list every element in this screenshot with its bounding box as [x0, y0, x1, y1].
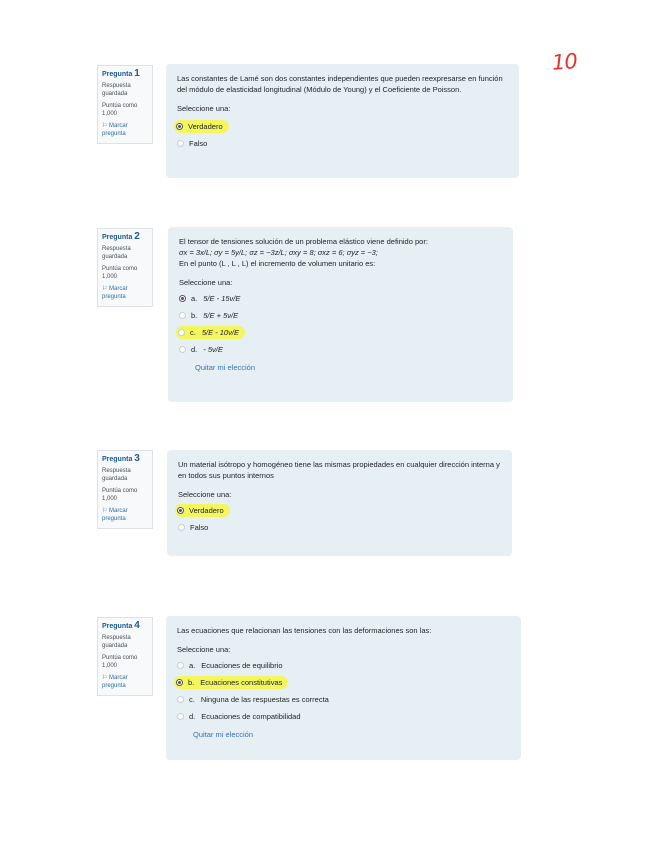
- question-info: [97, 65, 153, 144]
- question-grade: Puntúa como 1,000: [102, 103, 138, 117]
- answer-prompt: Seleccione una:: [178, 490, 232, 499]
- option-label: - 5ν/E: [203, 345, 223, 354]
- question-label: Pregunta: [102, 623, 133, 630]
- question-content: [168, 227, 513, 402]
- question-content: [166, 64, 519, 178]
- question-content: [166, 616, 521, 760]
- clear-choice-link[interactable]: Quitar mi elección: [193, 730, 254, 739]
- option-label: Falso: [189, 139, 208, 148]
- question-label: Pregunta: [102, 456, 133, 463]
- question-text: El tensor de tensiones solución de un problema elástico viene definido por:: [179, 237, 428, 246]
- answer-option-c[interactable]: [177, 691, 510, 708]
- flag-question-link[interactable]: ⚐ Marcar pregunta: [102, 123, 128, 137]
- radio-button[interactable]: [176, 123, 183, 130]
- option-label: 5/E - 15ν/E: [203, 294, 241, 303]
- question-number: 3: [134, 453, 140, 464]
- option-letter: c.: [189, 695, 195, 704]
- radio-button[interactable]: [177, 507, 184, 514]
- question-number: 4: [134, 620, 140, 631]
- option-letter: d.: [191, 345, 198, 354]
- option-label: Ecuaciones de equilibrio: [201, 661, 283, 670]
- question-grade: Puntúa como 1,000: [102, 266, 138, 280]
- answer-option-b[interactable]: [177, 674, 510, 691]
- question-grade: Puntúa como 1,000: [102, 655, 138, 669]
- answer-prompt: Seleccione una:: [177, 104, 231, 113]
- answer-prompt: Seleccione una:: [179, 278, 233, 287]
- answer-option-d[interactable]: [179, 341, 502, 358]
- radio-button[interactable]: [178, 329, 185, 336]
- radio-button[interactable]: [177, 140, 184, 147]
- radio-button[interactable]: [179, 295, 186, 302]
- option-letter: d.: [189, 712, 196, 721]
- option-label: Verdadero: [189, 506, 224, 515]
- option-letter: b.: [188, 678, 195, 687]
- radio-button[interactable]: [177, 713, 184, 720]
- question-text: Un material isótropo y homogéneo tiene las mismas propiedades en cualquier dirección interna y en todos sus puntos internos: [178, 460, 500, 480]
- flag-icon: ⚐: [102, 286, 110, 292]
- option-letter: b.: [191, 311, 198, 320]
- flag-icon: ⚐: [102, 123, 110, 129]
- question-number: 1: [134, 68, 140, 79]
- answer-option-false[interactable]: [177, 135, 508, 152]
- flag-icon: ⚐: [102, 675, 110, 681]
- option-label: Ecuaciones constitutivas: [200, 678, 283, 687]
- radio-button[interactable]: [179, 312, 186, 319]
- question-info: [97, 228, 153, 307]
- answer-option-b[interactable]: [179, 307, 502, 324]
- question-state: Respuesta guardada: [102, 83, 131, 97]
- question-state: Respuesta guardada: [102, 246, 131, 260]
- radio-button[interactable]: [178, 524, 185, 531]
- option-label: Falso: [190, 523, 209, 532]
- option-label: Ecuaciones de compatibilidad: [201, 712, 301, 721]
- option-label: Ninguna de las respuestas es correcta: [200, 695, 329, 704]
- answer-option-a[interactable]: [179, 290, 502, 307]
- answer-option-true[interactable]: [178, 502, 501, 519]
- answer-option-c[interactable]: [179, 324, 502, 341]
- radio-button[interactable]: [176, 679, 183, 686]
- flag-question-link[interactable]: ⚐ Marcar pregunta: [102, 286, 128, 300]
- answer-prompt: Seleccione una:: [177, 645, 231, 654]
- question-label: Pregunta: [102, 71, 133, 78]
- question-text-2: En el punto (L , L , L) el incremento de volumen unitario es:: [179, 259, 376, 268]
- answer-option-true[interactable]: [177, 118, 508, 135]
- flag-question-link[interactable]: ⚐ Marcar pregunta: [102, 508, 128, 522]
- question-text: Las constantes de Lamé son dos constantes independientes que pueden reexpresarse en función del módulo de elasticidad longitudinal (Módulo de Young) y el Coeficiente de Poisson.: [177, 74, 503, 94]
- stress-tensor-equation: σx = 3x/L; σy = 5y/L; σz = −3z/L; σxy = 8; σxz = 6; σyz = −3;: [179, 248, 378, 257]
- question-grade: Puntúa como 1,000: [102, 488, 138, 502]
- flag-icon: ⚐: [102, 508, 110, 514]
- radio-button[interactable]: [177, 696, 184, 703]
- option-letter: a.: [191, 294, 198, 303]
- question-label: Pregunta: [102, 234, 133, 241]
- question-state: Respuesta guardada: [102, 468, 131, 482]
- question-info: [97, 450, 153, 529]
- option-letter: a.: [189, 661, 196, 670]
- option-label: 5/E - 10ν/E: [201, 328, 239, 337]
- question-text: Las ecuaciones que relacionan las tensiones con las deformaciones son las:: [177, 626, 432, 635]
- option-label: Verdadero: [188, 122, 223, 131]
- option-letter: c.: [190, 328, 196, 337]
- question-number: 2: [134, 231, 140, 242]
- flag-question-link[interactable]: ⚐ Marcar pregunta: [102, 675, 128, 689]
- handwritten-grade-mark: 10: [551, 49, 578, 75]
- answer-option-d[interactable]: [177, 708, 510, 725]
- answer-option-a[interactable]: [177, 657, 510, 674]
- question-info: [97, 617, 153, 696]
- option-label: 5/E + 5ν/E: [203, 311, 239, 320]
- question-state: Respuesta guardada: [102, 635, 131, 649]
- radio-button[interactable]: [179, 346, 186, 353]
- clear-choice-link[interactable]: Quitar mi elección: [195, 363, 256, 372]
- answer-option-false[interactable]: [178, 519, 501, 536]
- question-content: [167, 450, 512, 556]
- radio-button[interactable]: [177, 662, 184, 669]
